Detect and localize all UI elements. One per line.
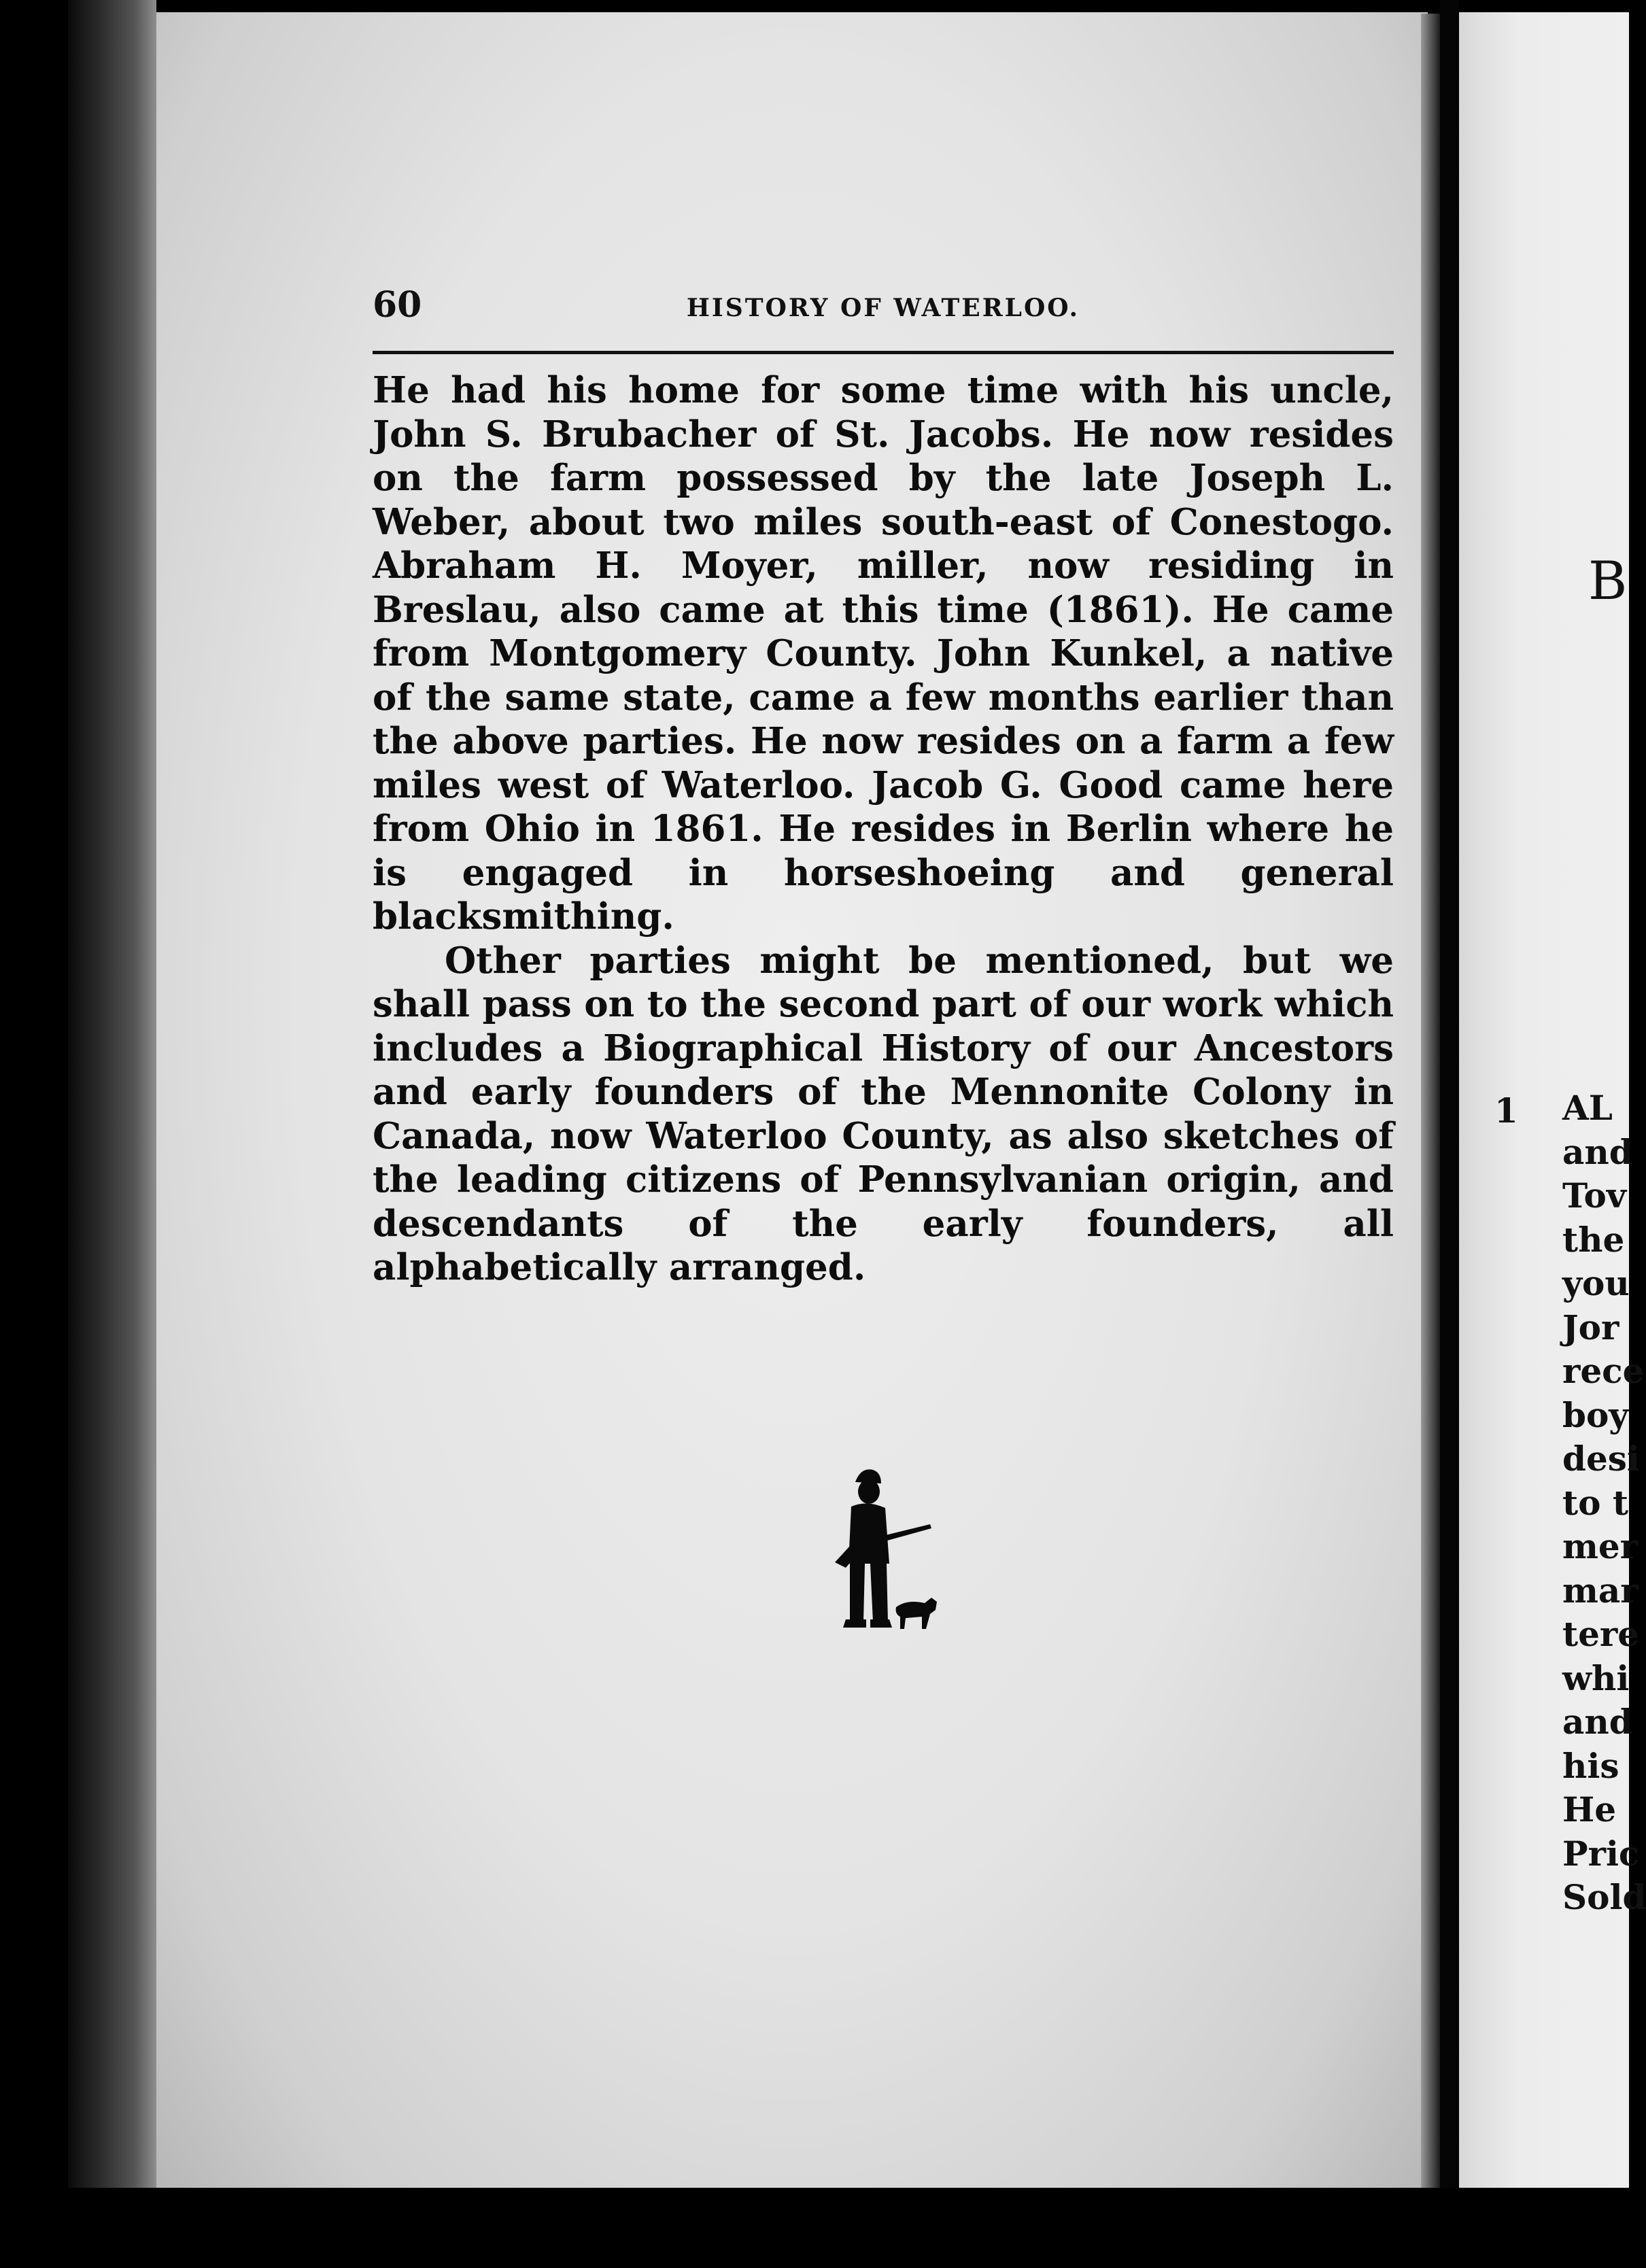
text-fragment: AL (1562, 1088, 1613, 1128)
page-header (373, 284, 1394, 332)
book-binding-edge (68, 0, 156, 2210)
paragraph: Other parties might be mentioned, but we shall pass on to the second part of our work which includes a Biographical History of our Ancestors and early founders of the Mennonite Colony in Canada, now Waterloo County, as also sketches of the leading citizens of Pennsylvanian origin, and descendants of the early founders, all alphabetically arranged. (373, 939, 1394, 1288)
right-page-text-fragments (1562, 1086, 1646, 1920)
text-fragment: Tov (1562, 1175, 1626, 1216)
header-rule (373, 351, 1394, 354)
text-fragment: Sold (1562, 1877, 1646, 1917)
text-fragment: to t (1562, 1482, 1628, 1523)
page-gutter-shadow (1421, 14, 1440, 2196)
right-page-entry-number: 1 (1494, 1090, 1518, 1131)
bottom-scan-edge (68, 2188, 1629, 2268)
text-fragment: and (1562, 1131, 1633, 1172)
body-text (373, 368, 1394, 1290)
page-number: 60 (373, 284, 422, 326)
paragraph: He had his home for some time with his uncle, John S. Brubacher of St. Jacobs. He now resides on the farm possessed by the late Joseph L. Weber, about two miles south-east of Conestogo. Abraham H. Moyer, miller, now residing in Breslau, also came at this time (1861). He came from Montgomery County. John Kunkel, a native of the same state, came a few months earlier than the above parties. He now resides on a farm a few miles west of Waterloo. Jacob G. Good came here from Ohio in 1861. He resides in Berlin where he is engaged in horseshoeing and general blacksmithing. (373, 369, 1394, 938)
hunter-with-dog-silhouette-icon (823, 1462, 945, 1645)
text-fragment: boy (1562, 1394, 1629, 1435)
text-fragment: rece (1562, 1351, 1645, 1391)
right-page-heading-fragment: B (1588, 551, 1628, 612)
text-fragment: you (1562, 1263, 1630, 1303)
text-fragment: He (1562, 1789, 1617, 1829)
text-fragment: and (1562, 1702, 1633, 1742)
page-gutter (1440, 0, 1459, 2268)
text-fragment: his (1562, 1745, 1619, 1786)
text-fragment: mer (1562, 1526, 1639, 1566)
text-fragment: mar (1562, 1570, 1639, 1611)
text-fragment: the (1562, 1219, 1625, 1260)
text-fragment: whi (1562, 1657, 1630, 1698)
text-fragment: Pric (1562, 1833, 1640, 1874)
text-fragment: desi (1562, 1439, 1640, 1479)
text-fragment: tere (1562, 1614, 1640, 1654)
text-fragment: Jor (1562, 1307, 1619, 1347)
running-head: HISTORY OF WATERLOO. (686, 294, 1080, 322)
